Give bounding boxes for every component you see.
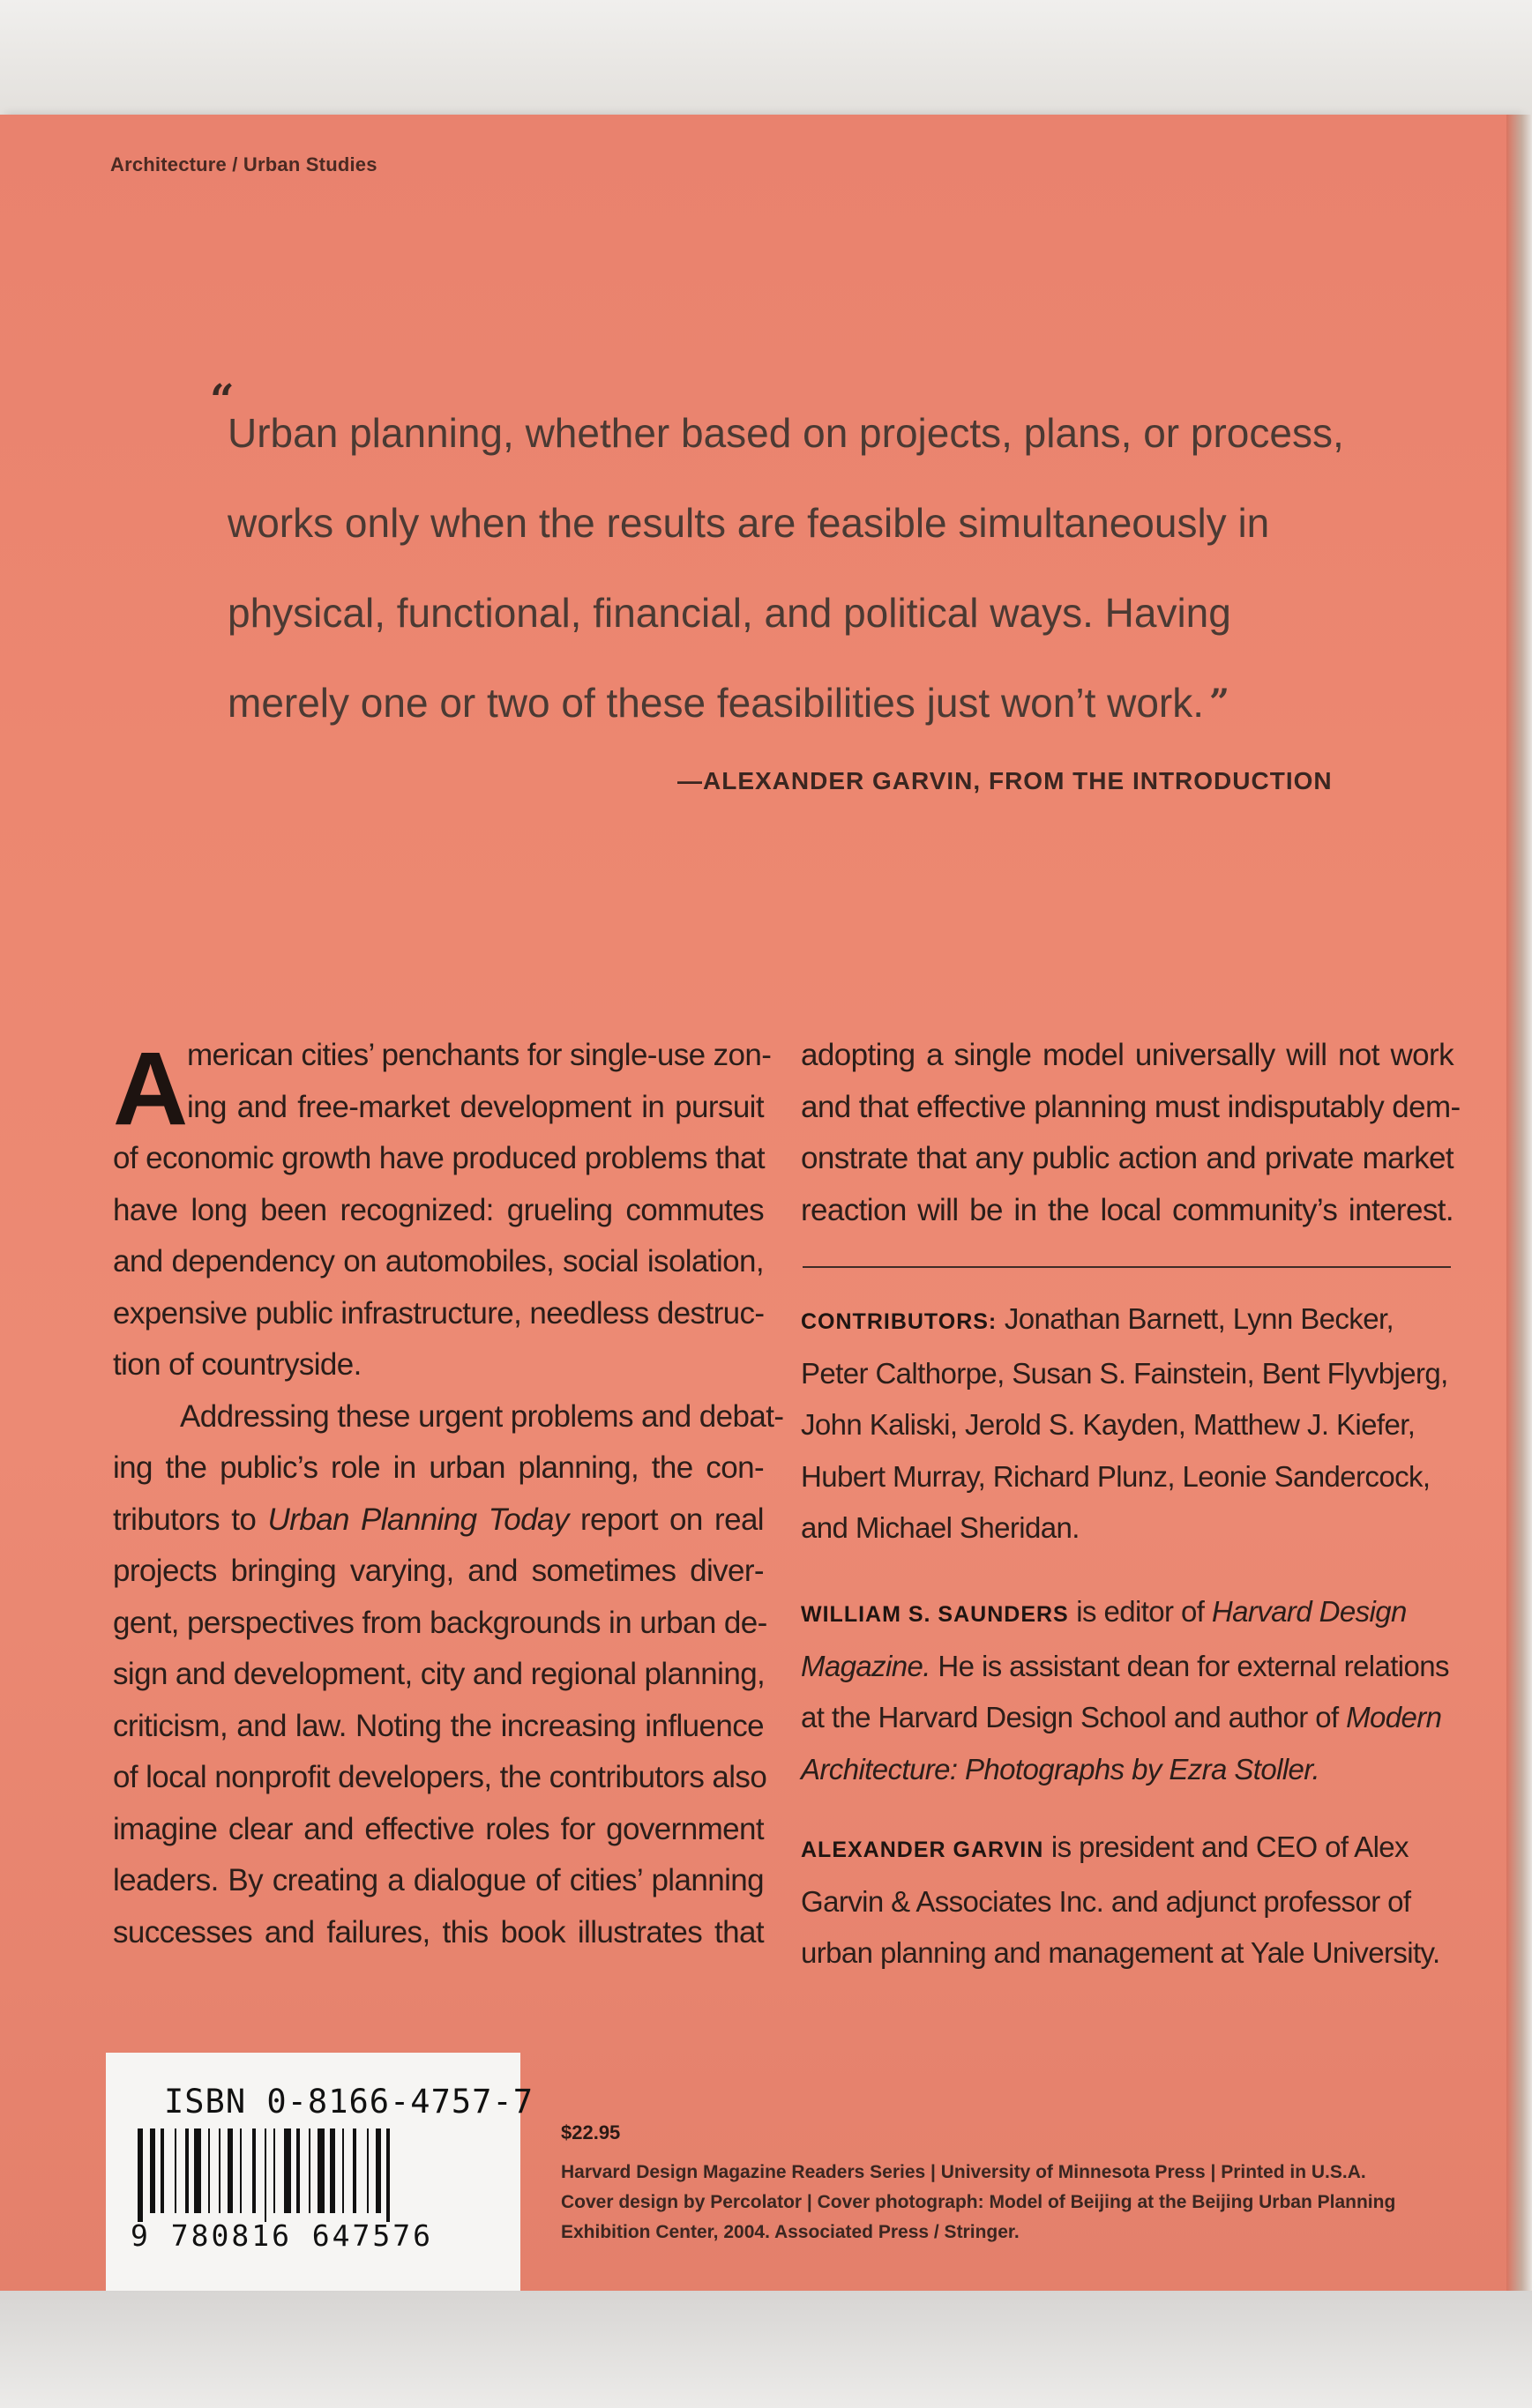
body-line: of local nonprofit developers, the contributors also — [113, 1760, 767, 1794]
magazine-title: Harvard Design — [1211, 1595, 1407, 1628]
body-line: sign and development, city and regional planning, — [113, 1657, 766, 1691]
bio-line — [801, 1692, 1454, 1744]
body-text: report on real — [568, 1502, 764, 1537]
publication-credits — [561, 2158, 1443, 2248]
body-line — [113, 1495, 764, 1547]
body-line: leaders. By creating a dialogue of cities’ planning — [113, 1863, 764, 1897]
bio-line — [801, 1744, 1454, 1796]
garvin-bio — [801, 1822, 1454, 1979]
bio-text: is editor of — [1068, 1595, 1212, 1628]
body-line: criticism, and law. Noting the increasing influence — [113, 1708, 764, 1743]
body-line: successes and failures, this book illustrates that — [113, 1914, 764, 1950]
body-line: imagine clear and effective roles for government — [113, 1811, 764, 1846]
body-line: ing the public’s role in urban planning, the con- — [113, 1450, 764, 1485]
author-name: WILLIAM S. SAUNDERS — [801, 1602, 1069, 1627]
quote-line: physical, functional, financial, and political ways. Having — [228, 590, 1231, 636]
description-right-column — [801, 1030, 1461, 1236]
contributors-line: Hubert Murray, Richard Plunz, Leonie Sandercock, — [801, 1459, 1431, 1493]
body-line: gent, perspectives from backgrounds in urban de- — [113, 1605, 767, 1640]
background-top — [0, 0, 1532, 116]
book-title: Urban Planning Today — [267, 1502, 569, 1537]
background-bottom — [0, 2291, 1532, 2408]
author-name: ALEXANDER GARVIN — [801, 1838, 1044, 1862]
bio-line — [801, 1822, 1454, 1876]
body-line: ing and free-market development in pursuit — [187, 1089, 764, 1124]
barcode-digits: 9 780816 647576 — [131, 2218, 434, 2253]
barcode-icon — [132, 2128, 485, 2222]
contributors-line: Peter Calthorpe, Susan S. Fainstein, Bent Flyvbjerg, — [801, 1356, 1448, 1390]
contributors-line: and Michael Sheridan. — [801, 1511, 1080, 1544]
credits-line: Exhibition Center, 2004. Associated Press / Stringer. — [561, 2222, 1020, 2242]
bio-line — [801, 1641, 1454, 1693]
isbn-label: ISBN 0-8166-4757-7 — [164, 2083, 534, 2121]
body-line: tion of countryside. — [113, 1347, 362, 1382]
body-line: onstrate that any public action and private market — [801, 1141, 1454, 1175]
body-line: reaction will be in the local community’s interest. — [801, 1192, 1454, 1227]
bio-text: is president and CEO of Alex — [1043, 1830, 1409, 1863]
contributors-line: John Kaliski, Jerold S. Kayden, Matthew J. Kiefer, — [801, 1408, 1416, 1441]
contributors-text: Jonathan Barnett, Lynn Becker, — [997, 1302, 1394, 1335]
price: $22.95 — [561, 2121, 621, 2143]
contributors-line — [801, 1293, 1454, 1348]
cover-edge — [1506, 115, 1532, 2292]
description-left-column — [113, 1030, 784, 1958]
body-line: Addressing these urgent problems and debat- — [180, 1398, 784, 1434]
body-line: projects bringing varying, and sometimes diver- — [113, 1554, 764, 1588]
body-line: merican cities’ penchants for single-use zon- — [187, 1038, 772, 1072]
contributors-label: CONTRIBUTORS: — [801, 1309, 998, 1334]
body-line: and that effective planning must indisputably dem- — [801, 1089, 1461, 1124]
bio-line: urban planning and management at Yale University. — [801, 1936, 1440, 1969]
bio-line: Garvin & Associates Inc. and adjunct professor of — [801, 1884, 1411, 1918]
contributors-block — [801, 1293, 1454, 1554]
body-line: of economic growth have produced problems that — [113, 1141, 765, 1175]
drop-cap: A — [113, 1031, 188, 1147]
credits-line: Harvard Design Magazine Readers Series | University of Minnesota Press | Printed in U.S.A. — [561, 2162, 1366, 2182]
book-title: Architecture: Photographs by Ezra Stoller. — [801, 1752, 1320, 1785]
bio-line — [801, 1586, 1454, 1641]
quote-line: Urban planning, whether based on projects, plans, or process, — [228, 410, 1344, 456]
pull-quote — [210, 376, 1344, 748]
body-line: and dependency on automobiles, social isolation, — [113, 1244, 764, 1279]
bio-text: He is assistant dean for external relations — [930, 1649, 1449, 1682]
open-quote-mark: “ — [210, 376, 235, 425]
book-title: Modern — [1346, 1701, 1442, 1733]
body-line: have long been recognized: grueling commutes — [113, 1192, 764, 1227]
quote-line-last — [228, 658, 1339, 748]
body-text: tributors to — [113, 1502, 268, 1537]
quote-line: works only when the results are feasible simultaneously in — [228, 500, 1270, 546]
bio-text: at the Harvard Design School and author of — [801, 1701, 1347, 1733]
magazine-title: Magazine. — [801, 1649, 930, 1682]
saunders-bio — [801, 1586, 1454, 1795]
close-quote-mark: ” — [1209, 682, 1230, 723]
credits-line: Cover design by Percolator | Cover photograph: Model of Beijing at the Beijing Urban Planning — [561, 2192, 1396, 2212]
body-line: adopting a single model universally will not work — [801, 1038, 1454, 1072]
category-label: Architecture / Urban Studies — [110, 153, 377, 175]
quote-line-text: merely one or two of these feasibilities just won’t work. — [228, 680, 1205, 726]
body-line: expensive public infrastructure, needless destruc- — [113, 1295, 765, 1331]
quote-attribution: —ALEXANDER GARVIN, FROM THE INTRODUCTION — [677, 767, 1333, 794]
divider — [803, 1266, 1451, 1268]
